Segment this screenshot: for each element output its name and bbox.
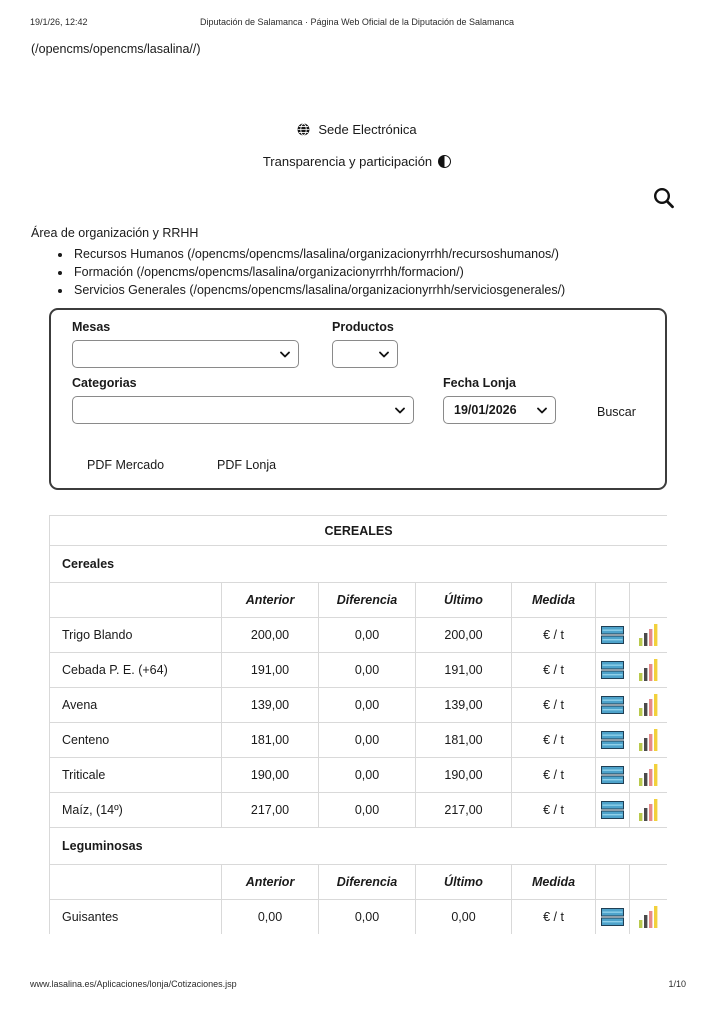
nav-item-servicios-generales[interactable]: • Servicios Generales (/opencms/opencms/lasalina/organizacionyrrhh/serviciosgenerales/) [72,281,565,299]
table-title: CEREALES [50,516,668,546]
product-name: Centeno [50,723,222,758]
section-name: Leguminosas [50,828,668,865]
nav-item-recursos-humanos[interactable]: • Recursos Humanos (/opencms/opencms/lasalina/organizacionyrrhh/recursoshumanos/) [72,245,565,263]
anterior-value: 0,00 [222,900,319,935]
col-header-ultimo: Último [416,583,512,618]
ultimo-value: 191,00 [416,653,512,688]
table-title-row [50,516,668,546]
pdf-mercado-link[interactable]: PDF Mercado [87,458,165,472]
anterior-value: 217,00 [222,793,319,828]
table-view-icon[interactable] [596,723,630,758]
col-header-diferencia: Diferencia [319,865,416,900]
productos-label: Productos [332,320,394,334]
col-header-anterior: Anterior [222,583,319,618]
col-header-diferencia: Diferencia [319,583,416,618]
bar-chart-icon[interactable] [630,688,668,723]
col-header-medida: Medida [512,865,596,900]
product-name: Triticale [50,758,222,793]
table-section-row [50,828,668,865]
categorias-select[interactable] [72,396,414,424]
anterior-value: 191,00 [222,653,319,688]
sede-electronica-link[interactable]: Sede Electrónica [318,122,417,137]
table-row [50,758,668,793]
col-header-ultimo: Último [416,865,512,900]
table-view-icon[interactable] [596,758,630,793]
anterior-value: 200,00 [222,618,319,653]
breadcrumb[interactable]: (/opencms/opencms/lasalina//) [31,42,201,56]
bar-chart-icon[interactable] [630,618,668,653]
fecha-lonja-value: 19/01/2026 [454,403,517,417]
transparencia-link[interactable]: Transparencia y participación [262,154,433,169]
chevron-down-icon [379,351,389,358]
ultimo-value: 200,00 [416,618,512,653]
medida-value: € / t [512,793,596,828]
diferencia-value: 0,00 [319,723,416,758]
chevron-down-icon [395,407,405,414]
medida-value: € / t [512,618,596,653]
product-name: Trigo Blando [50,618,222,653]
anterior-value: 181,00 [222,723,319,758]
diferencia-value: 0,00 [319,793,416,828]
table-view-icon[interactable] [596,688,630,723]
medida-value: € / t [512,900,596,935]
globe-icon [297,123,310,136]
bar-chart-icon[interactable] [630,900,668,935]
section-name: Cereales [50,546,668,583]
diferencia-value: 0,00 [319,618,416,653]
ultimo-value: 217,00 [416,793,512,828]
ultimo-value: 181,00 [416,723,512,758]
table-row [50,900,668,935]
fecha-lonja-label: Fecha Lonja [443,376,516,390]
col-header-medida: Medida [512,583,596,618]
quotations-table [49,515,667,934]
footer-page-indicator: 1/10 [668,979,686,989]
bar-chart-icon[interactable] [630,723,668,758]
productos-select[interactable] [332,340,398,368]
anterior-value: 190,00 [222,758,319,793]
ultimo-value: 190,00 [416,758,512,793]
table-view-icon[interactable] [596,618,630,653]
table-view-icon[interactable] [596,793,630,828]
medida-value: € / t [512,723,596,758]
filter-form [49,308,667,490]
fecha-lonja-select[interactable] [443,396,556,424]
ultimo-value: 0,00 [416,900,512,935]
mesas-label: Mesas [72,320,111,334]
anterior-value: 139,00 [222,688,319,723]
table-section-row [50,546,668,583]
diferencia-value: 0,00 [319,688,416,723]
search-icon[interactable] [651,186,679,214]
diferencia-value: 0,00 [319,653,416,688]
table-view-icon[interactable] [596,900,630,935]
table-row [50,793,668,828]
market-table-body [50,516,668,935]
table-row [50,723,668,758]
table-view-icon[interactable] [596,653,630,688]
nav-item-formacion[interactable]: • Formación (/opencms/opencms/lasalina/organizacionyrrhh/formacion/) [72,263,565,281]
bar-chart-icon[interactable] [630,793,668,828]
print-datetime: 19/1/26, 12:42 [30,17,88,27]
col-header-anterior: Anterior [222,865,319,900]
categorias-label: Categorias [72,376,137,390]
product-name: Cebada P. E. (+64) [50,653,222,688]
print-doc-title: Diputación de Salamanca · Página Web Oficial de la Diputación de Salamanca [199,17,514,27]
table-row [50,618,668,653]
diferencia-value: 0,00 [319,758,416,793]
pdf-lonja-link[interactable]: PDF Lonja [217,458,277,472]
footer-url: www.lasalina.es/Aplicaciones/lonja/Cotizaciones.jsp [30,979,237,989]
medida-value: € / t [512,653,596,688]
chevron-down-icon [537,407,547,414]
table-row [50,688,668,723]
diferencia-value: 0,00 [319,900,416,935]
table-header-row [50,583,668,618]
medida-value: € / t [512,688,596,723]
mesas-select[interactable] [72,340,299,368]
table-header-row [50,865,668,900]
medida-value: € / t [512,758,596,793]
contrast-icon [438,155,451,168]
product-name: Maíz, (14º) [50,793,222,828]
buscar-button[interactable]: Buscar [597,405,636,419]
bar-chart-icon[interactable] [630,758,668,793]
nav-section-title: Área de organización y RRHH [31,226,199,240]
table-row [50,653,668,688]
ultimo-value: 139,00 [416,688,512,723]
chevron-down-icon [280,351,290,358]
nav-list [31,245,565,299]
bar-chart-icon[interactable] [630,653,668,688]
product-name: Guisantes [50,900,222,935]
product-name: Avena [50,688,222,723]
